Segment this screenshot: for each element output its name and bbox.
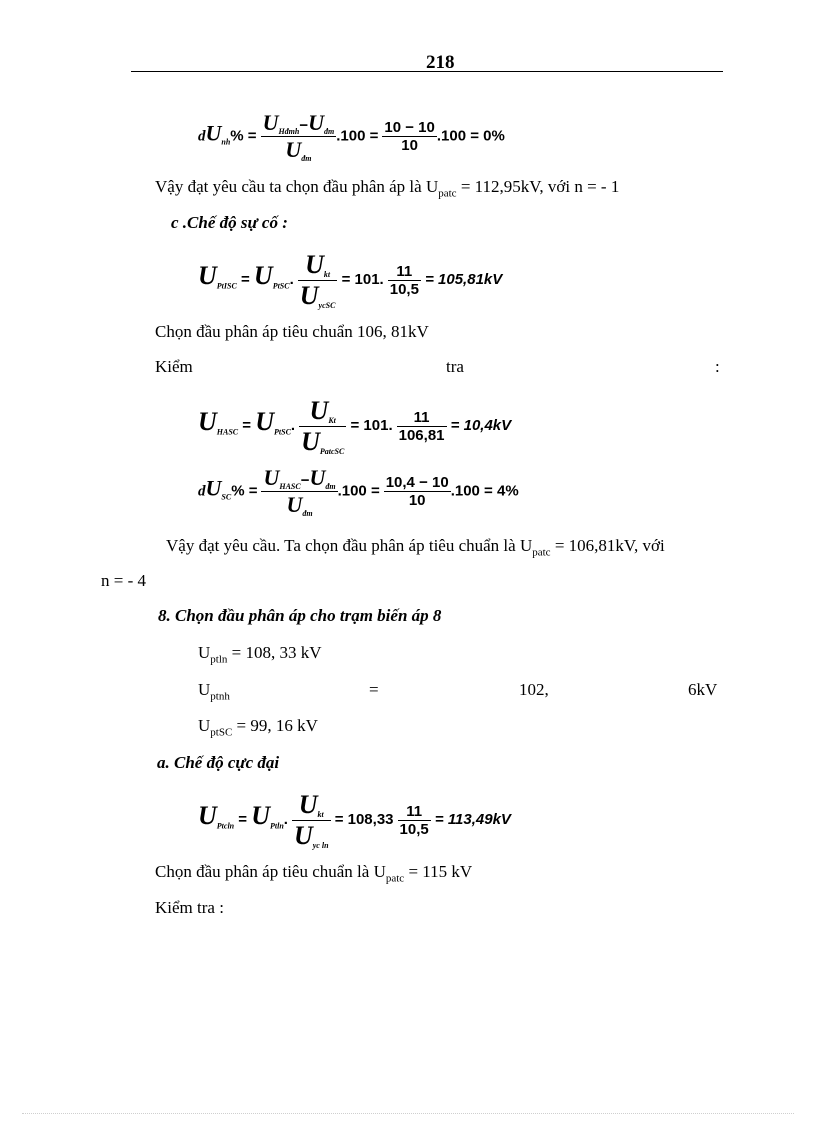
value-ptnh-label: $U_{ptnh}$ <box>198 680 230 703</box>
value-ptnh-val1: 102, <box>519 680 549 699</box>
check-label-2: Kiểm tra : <box>155 898 224 917</box>
standard-tap-line-2: Chọn đầu phân áp tiêu chuẩn là $U_{patc} = 115$ kV <box>155 862 473 885</box>
standard-tap-line-1: Chọn đầu phân áp tiêu chuẩn 106, 81kV <box>155 322 429 341</box>
formula-fault-tap-voltage: $U_{PtISC} = U_{PtSC}$. $\frac{U_{kt}}{U_{ycSC}}$ = 101. $\frac{11}{10,5}$ = 105,81kV <box>198 250 503 311</box>
conclusion-line-2: Vậy đạt yêu cầu. Ta chọn đầu phân áp tiêu chuẩn là $U_{patc} = 106,81kV$, với <box>166 536 665 559</box>
value-ptsc: $U_{ptSC} = 99$, 16 kV <box>198 716 318 739</box>
check-label-b: tra <box>446 357 464 376</box>
heading-a-max-mode: a. Chế độ cực đại <box>157 753 280 772</box>
header-rule <box>131 71 723 72</box>
value-ptnh-val2: 6kV <box>688 680 718 699</box>
value-ptnh-eq: = <box>369 680 379 699</box>
formula-fault-low-side-voltage: $U_{HASC} = U_{PtSC}$. $\frac{U_{Kt}}{U_{PatcSC}}$ = 101. $\frac{11}{106,81}$ = 10,4kV <box>198 396 512 457</box>
formula-voltage-deviation-sc: $dU_{SC}\%$ = $\frac{U_{HASC}-U_{đm}}{U_{đm}}$ .100 = $\frac{10,4 - 10}{10}$ .100 = 4% <box>198 465 519 519</box>
page-number: 218 <box>426 52 455 73</box>
tap-number-line: n = - 4 <box>101 571 146 590</box>
formula-max-tap-voltage: $U_{Ptcln} = U_{Ptln}$. $\frac{U_{kt}}{U_{yc ln}}$ = 108,33 $\frac{11}{10,5}$ = 113,49kV <box>198 790 511 851</box>
check-label-a: Kiểm <box>155 357 193 376</box>
value-ptln: $U_{ptln} = 108$, 33 kV <box>198 643 322 666</box>
conclusion-line-1: Vậy đạt yêu cầu ta chọn đầu phân áp là $U_{patc} = 112,95kV$, với n = - 1 <box>155 177 620 200</box>
heading-c-fault-mode: c .Chế độ sự cố : <box>171 213 288 232</box>
heading-section-8: 8. Chọn đầu phân áp cho trạm biến áp 8 <box>158 606 442 625</box>
check-label-c: : <box>715 357 720 376</box>
page-bottom-border <box>22 1113 794 1114</box>
formula-voltage-deviation-nh: $dU_{nh}\%$ = $\frac{U_{Hđmh}-U_{đm}}{U_{đm}}$ .100 = $\frac{10 - 10}{10}$ .100 = 0% <box>198 110 505 164</box>
